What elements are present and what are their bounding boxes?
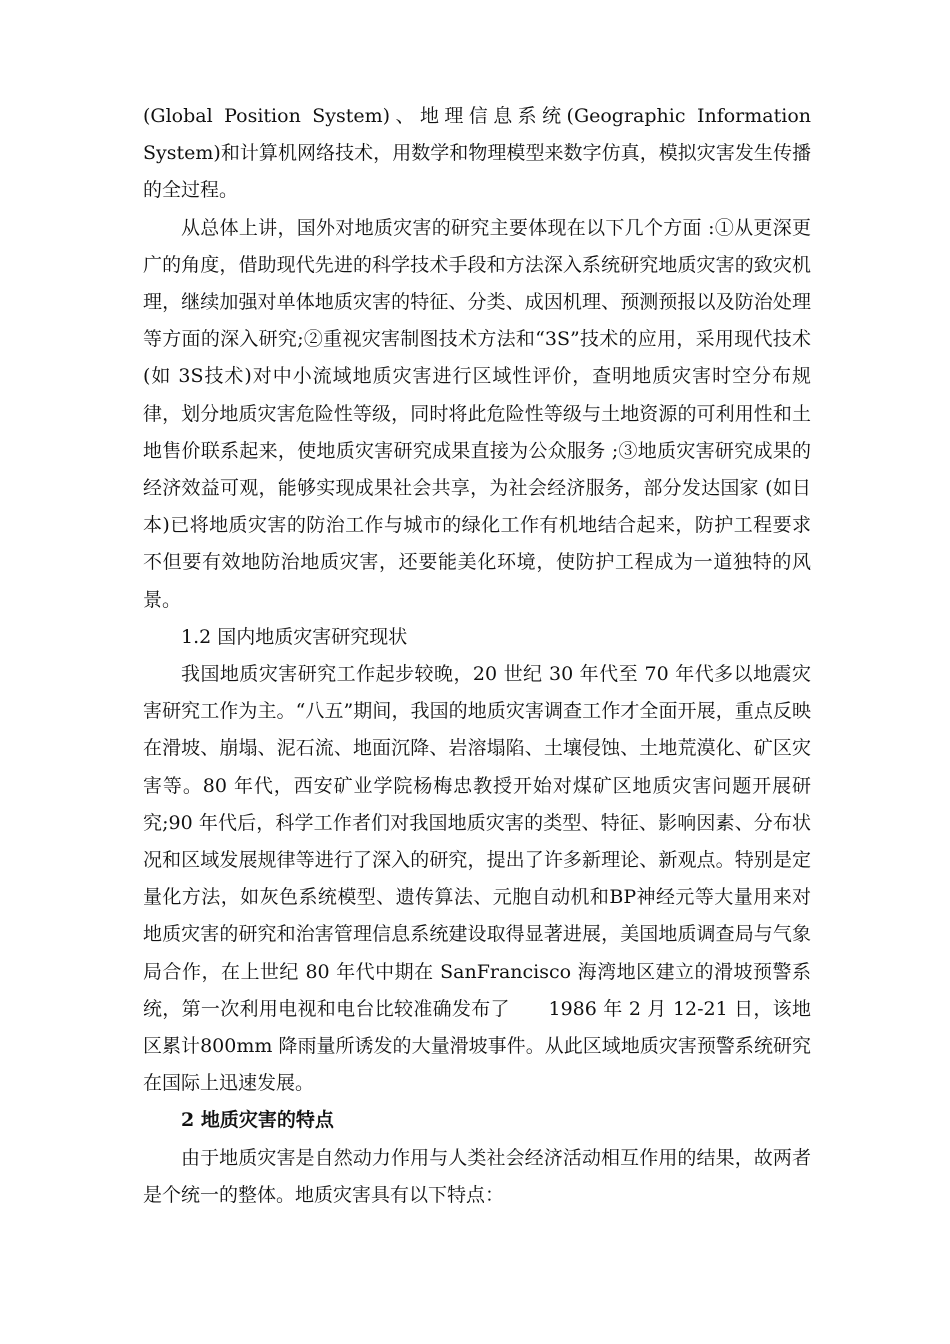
section-heading-2: 2 地质灾害的特点 [181, 1109, 334, 1132]
section-heading-1-2: 1.2 国内地质灾害研究现状 [181, 625, 408, 648]
paragraph-characteristics-intro: 由于地质灾害是自然动力作用与人类社会经济活动相互作用的结果，故两者是个统一的整体。地质灾害具有以下特点： [143, 1146, 811, 1206]
paragraph-intro-continuation: (Global Position System)、地理信息系统(Geographic Information System)和计算机网络技术，用数学和物理模型来数字仿真，模拟灾害发生传播的全过程。 [143, 105, 811, 202]
paragraph-foreign-research: 从总体上讲，国外对地质灾害的研究主要体现在以下几个方面 :①从更深更广的角度，借助现代先进的科学技术手段和方法深入系统研究地质灾害的致灾机理，继续加强对单体地质灾害的特征、分类、成因机理、预测预报以及防治处理等方面的深入研究;②重视灾害制图技术方法和“3S”技术的应用，采用现代技术(如 3S技术)对中小流域地质灾害进行区域性评价，查明地质灾害时空分布规律，划分地质灾害危险性等级，同时将此危险性等级与土地资源的可利用性和土地售价联系起来，使地质灾害研究成果直接为公众服务 ;③地质灾害研究成果的经济效益可观，能够实现成果社会共享，为社会经济服务，部分发达国家 (如日本)已将地质灾害的防治工作与城市的绿化工作有机地结合起来，防护工程要求不但要有效地防治地质灾害，还要能美化环境，使防护工程成为一道独特的风景。 [143, 216, 811, 611]
document-page [143, 98, 811, 1214]
paragraph-domestic-research: 我国地质灾害研究工作起步较晚，20 世纪 30 年代至 70 年代多以地震灾害研究工作为主。“八五”期间，我国的地质灾害调查工作才全面开展，重点反映在滑坡、崩塌、泥石流、地面沉降、岩溶塌陷、土壤侵蚀、土地荒漠化、矿区灾害等。80 年代，西安矿业学院杨梅忠教授开始对煤矿区地质灾害问题开展研究;90 年代后，科学工作者们对我国地质灾害的类型、特征、影响因素、分布状况和区域发展规律等进行了深入的研究，提出了许多新理论、新观点。特别是定量化方法，如灰色系统模型、遗传算法、元胞自动机和BP神经元等大量用来对地质灾害的研究和治害管理信息系统建设取得显著进展，美国地质调查局与气象局合作，在上世纪 80 年代中期在 SanFrancisco 海湾地区建立的滑坡预警系统，第一次利用电视和电台比较准确发布了 1986 年 2 月 12-21 日，该地区累计800mm 降雨量所诱发的大量滑坡事件。从此区域地质灾害预警系统研究在国际上迅速发展。 [143, 663, 811, 1095]
